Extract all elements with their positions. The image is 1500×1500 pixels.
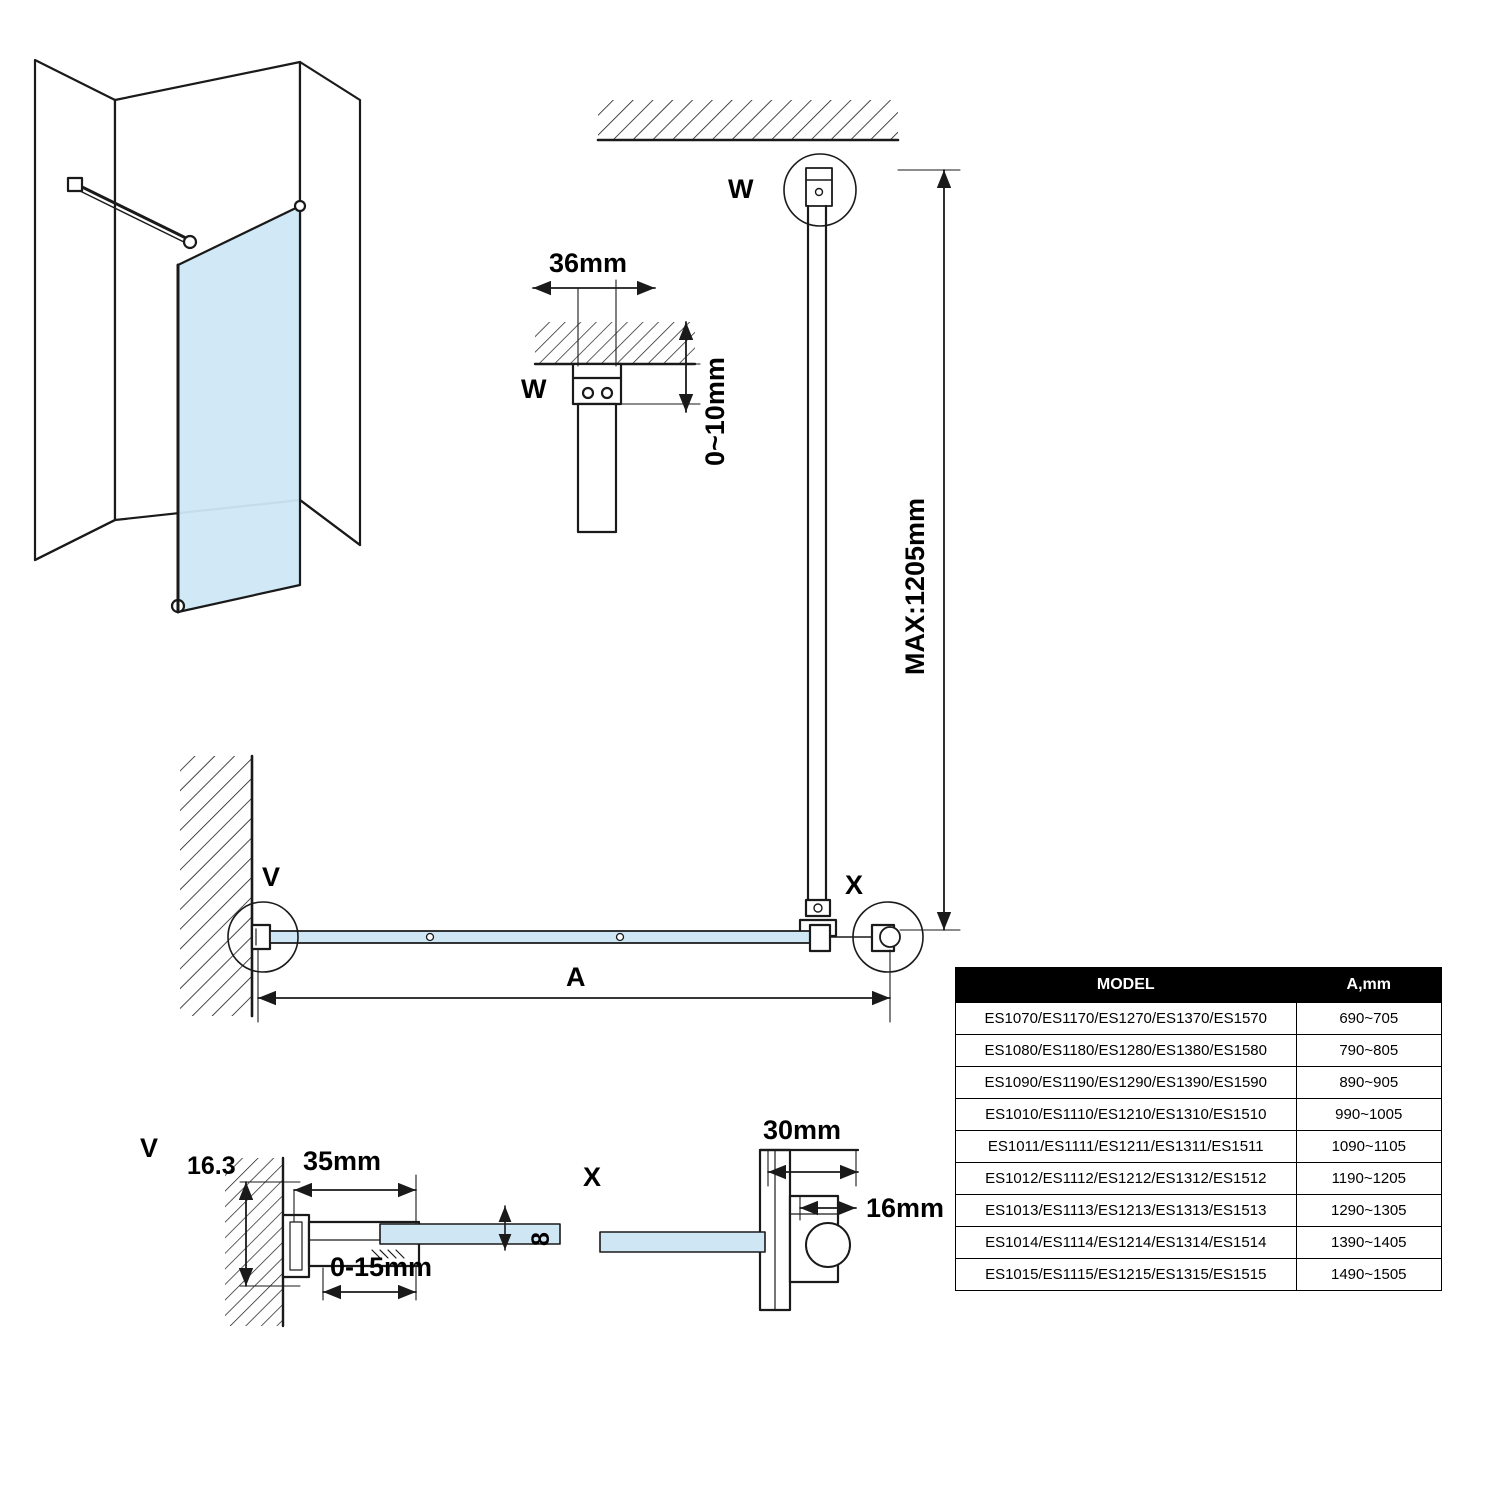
cell-model: ES1012/ES1112/ES1212/ES1312/ES1512 [956, 1163, 1297, 1195]
dim-16mm: 16mm [866, 1193, 945, 1223]
table-row [956, 1067, 1442, 1099]
table-row [956, 1227, 1442, 1259]
table-row [956, 1195, 1442, 1227]
cell-model: ES1080/ES1180/ES1280/ES1380/ES1580 [956, 1035, 1297, 1067]
cell-a-mm: 890~905 [1296, 1067, 1441, 1099]
label-w-top: W [728, 174, 754, 204]
x-section-detail [600, 1150, 858, 1310]
cell-model: ES1015/ES1115/ES1215/ES1315/ES1515 [956, 1259, 1297, 1291]
dim-16-3: 16.3 [187, 1152, 236, 1180]
table-row [956, 1099, 1442, 1131]
label-v-plan: V [262, 862, 281, 892]
cell-model: ES1070/ES1170/ES1270/ES1370/ES1570 [956, 1003, 1297, 1035]
dim-max-height: MAX:1205mm [900, 497, 930, 675]
dim-8mm: 8 [527, 1232, 555, 1246]
cell-a-mm: 1490~1505 [1296, 1259, 1441, 1291]
cell-model: ES1090/ES1190/ES1290/ES1390/ES1590 [956, 1067, 1297, 1099]
cell-model: ES1010/ES1110/ES1210/ES1310/ES1510 [956, 1099, 1297, 1131]
w-detail-view [533, 280, 700, 532]
table-header-a: A,mm [1296, 968, 1441, 1003]
table-header-model: MODEL [956, 968, 1297, 1003]
cell-a-mm: 1090~1105 [1296, 1131, 1441, 1163]
dim-36mm: 36mm [549, 248, 628, 278]
label-x-section: X [583, 1162, 602, 1192]
cell-a-mm: 790~805 [1296, 1035, 1441, 1067]
cell-a-mm: 690~705 [1296, 1003, 1441, 1035]
dim-0-10mm: 0~10mm [700, 357, 730, 466]
v-section-detail [225, 1158, 560, 1326]
dim-a: A [566, 962, 586, 992]
cell-a-mm: 990~1005 [1296, 1099, 1441, 1131]
label-v-section: V [140, 1133, 159, 1163]
table-row [956, 1035, 1442, 1067]
cell-model: ES1014/ES1114/ES1214/ES1314/ES1514 [956, 1227, 1297, 1259]
dim-35mm: 35mm [303, 1146, 382, 1176]
plan-view [180, 756, 923, 1022]
cell-model: ES1011/ES1111/ES1211/ES1311/ES1511 [956, 1131, 1297, 1163]
table-row [956, 1163, 1442, 1195]
table-row [956, 1131, 1442, 1163]
cell-a-mm: 1190~1205 [1296, 1163, 1441, 1195]
dim-30mm: 30mm [763, 1115, 842, 1145]
label-w-detail: W [521, 374, 547, 404]
dim-0-15mm: 0-15mm [330, 1252, 433, 1282]
cell-a-mm: 1390~1405 [1296, 1227, 1441, 1259]
table-row [956, 1003, 1442, 1035]
table-row [956, 1259, 1442, 1291]
perspective-view [35, 60, 360, 612]
label-x-plan: X [845, 870, 864, 900]
cell-model: ES1013/ES1113/ES1213/ES1313/ES1513 [956, 1195, 1297, 1227]
cell-a-mm: 1290~1305 [1296, 1195, 1441, 1227]
table-header-row [956, 968, 1442, 1003]
model-spec-table [955, 967, 1442, 1291]
